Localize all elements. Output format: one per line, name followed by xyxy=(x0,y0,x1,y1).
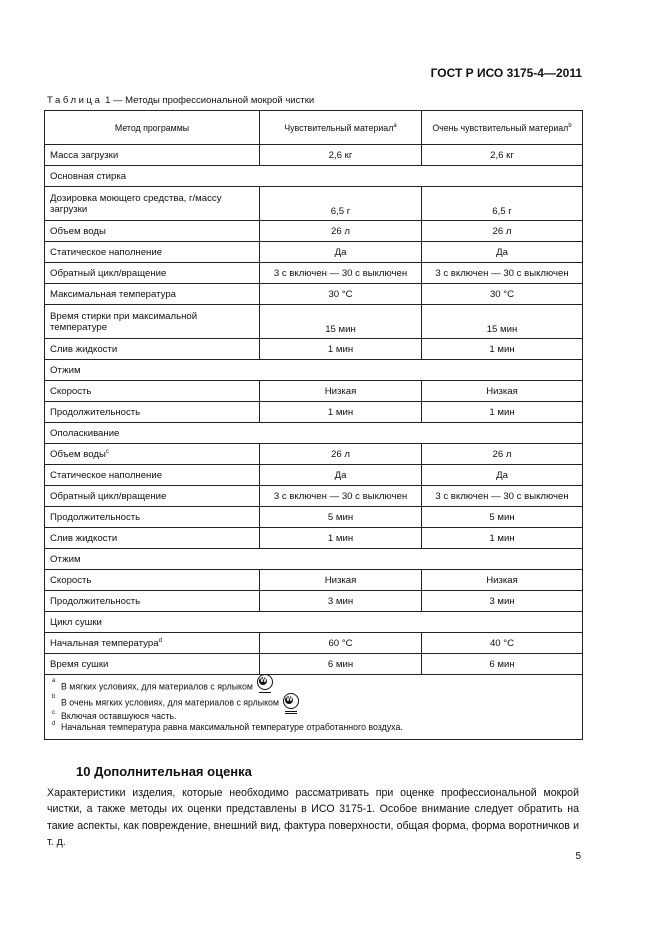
section-label: Отжим xyxy=(45,360,583,381)
section-row xyxy=(45,612,583,633)
value-sensitive: 3 с включен — 30 с выключен xyxy=(260,486,422,507)
value-sensitive: 1 мин xyxy=(260,402,422,423)
table-row xyxy=(45,284,583,305)
table-row xyxy=(45,654,583,675)
section-row xyxy=(45,549,583,570)
col-header-sensitive: Чувствительный материал$^a$ xyxy=(260,111,422,145)
value-very-sensitive: 2,6 кг xyxy=(422,145,583,166)
value-very-sensitive: Да xyxy=(422,465,583,486)
table-row xyxy=(45,444,583,465)
value-very-sensitive: 15 мин xyxy=(422,305,583,339)
footnote-mark: a xyxy=(52,678,56,684)
value-sensitive: 2,6 кг xyxy=(260,145,422,166)
row-label: Дозировка моющего средства, г/массу загрузки xyxy=(45,187,260,221)
value-sensitive: 26 л xyxy=(260,221,422,242)
value-very-sensitive: 1 мин xyxy=(422,528,583,549)
table-row xyxy=(45,242,583,263)
value-sensitive: 6,5 г xyxy=(260,187,422,221)
value-very-sensitive: 6 мин xyxy=(422,654,583,675)
row-label: Обратный цикл/вращение xyxy=(45,263,260,284)
section-label: Основная стирка xyxy=(45,166,583,187)
row-label: Статическое наполнение xyxy=(45,465,260,486)
table-row xyxy=(45,402,583,423)
footnote-mark: c xyxy=(52,710,55,716)
page-number: 5 xyxy=(575,851,581,862)
value-sensitive: 5 мин xyxy=(260,507,422,528)
footnote xyxy=(53,722,576,733)
col-header-very-sensitive: Очень чувствительный материал$^b$ xyxy=(422,111,583,145)
table-row xyxy=(45,507,583,528)
value-sensitive: 6 мин xyxy=(260,654,422,675)
table-row xyxy=(45,528,583,549)
table-row xyxy=(45,381,583,402)
value-sensitive: 3 мин xyxy=(260,591,422,612)
table-row xyxy=(45,305,583,339)
footnotes xyxy=(45,675,583,740)
value-very-sensitive: 5 мин xyxy=(422,507,583,528)
footnote-text: Включая оставшуюся часть. xyxy=(61,711,177,721)
table-row xyxy=(45,633,583,654)
row-label: Обратный цикл/вращение xyxy=(45,486,260,507)
value-very-sensitive: 3 с включен — 30 с выключен xyxy=(422,263,583,284)
row-label: Максимальная температура xyxy=(45,284,260,305)
value-sensitive: 60 °С xyxy=(260,633,422,654)
section-row xyxy=(45,166,583,187)
footnote-mark: a xyxy=(393,122,397,129)
value-very-sensitive: 1 мин xyxy=(422,402,583,423)
footnote-text: Начальная температура равна максимальной температуре отработанного воздуха. xyxy=(61,722,403,732)
section-row xyxy=(45,360,583,381)
wet-clean-gentle-icon: W xyxy=(257,674,273,690)
table-row xyxy=(45,221,583,242)
value-very-sensitive: 1 мин xyxy=(422,339,583,360)
value-sensitive: Да xyxy=(260,465,422,486)
row-label: Время сушки xyxy=(45,654,260,675)
value-sensitive: 3 с включен — 30 с выключен xyxy=(260,263,422,284)
row-label: Начальная температура$^d$ xyxy=(45,633,260,654)
table-row xyxy=(45,591,583,612)
value-sensitive: 26 л xyxy=(260,444,422,465)
wet-clean-very-gentle-icon: W xyxy=(283,693,299,709)
table-body xyxy=(45,111,583,740)
section-label: Цикл сушки xyxy=(45,612,583,633)
value-very-sensitive: Низкая xyxy=(422,381,583,402)
document-id: ГОСТ Р ИСО 3175-4—2011 xyxy=(430,66,582,80)
value-very-sensitive: 3 мин xyxy=(422,591,583,612)
table-caption-prefix: Таблица xyxy=(47,95,103,106)
table-row xyxy=(45,570,583,591)
value-very-sensitive: 26 л xyxy=(422,221,583,242)
footnote xyxy=(52,676,576,695)
value-very-sensitive: Да xyxy=(422,242,583,263)
footnote xyxy=(53,711,576,722)
footnote-mark: c xyxy=(105,448,109,455)
section-label: Отжим xyxy=(45,549,583,570)
table-row xyxy=(45,486,583,507)
section-heading: 10 Дополнительная оценка xyxy=(76,764,252,779)
row-label: Время стирки при максимальной температуре xyxy=(45,305,260,339)
footnote-mark: d xyxy=(52,721,56,727)
value-sensitive: 1 мин xyxy=(260,339,422,360)
value-sensitive: 30 °С xyxy=(260,284,422,305)
value-very-sensitive: 40 °С xyxy=(422,633,583,654)
value-sensitive: 1 мин xyxy=(260,528,422,549)
footnotes-row xyxy=(45,675,583,740)
value-very-sensitive: Низкая xyxy=(422,570,583,591)
table-row xyxy=(45,145,583,166)
value-very-sensitive: 3 с включен — 30 с выключен xyxy=(422,486,583,507)
row-label: Объем воды$^c$ xyxy=(45,444,260,465)
table-row xyxy=(45,339,583,360)
row-label: Масса загрузки xyxy=(45,145,260,166)
value-sensitive: Низкая xyxy=(260,381,422,402)
footnote-mark: d xyxy=(158,637,162,644)
table-row xyxy=(45,465,583,486)
table-header-row xyxy=(45,111,583,145)
value-sensitive: Низкая xyxy=(260,570,422,591)
value-very-sensitive: 26 л xyxy=(422,444,583,465)
row-label: Продолжительность xyxy=(45,402,260,423)
footnote xyxy=(53,695,576,711)
row-label: Объем воды xyxy=(45,221,260,242)
table-caption xyxy=(47,95,314,106)
row-label: Продолжительность xyxy=(45,507,260,528)
wet-cleaning-table xyxy=(44,110,583,740)
section-row xyxy=(45,423,583,444)
value-very-sensitive: 6,5 г xyxy=(422,187,583,221)
row-label: Скорость xyxy=(45,570,260,591)
value-sensitive: Да xyxy=(260,242,422,263)
table-row xyxy=(45,187,583,221)
footnote-mark: b xyxy=(568,122,572,129)
row-label: Скорость xyxy=(45,381,260,402)
table-row xyxy=(45,263,583,284)
row-label: Статическое наполнение xyxy=(45,242,260,263)
footnote-text: В мягких условиях, для материалов с ярлыком xyxy=(61,681,253,692)
value-sensitive: 15 мин xyxy=(260,305,422,339)
row-label: Слив жидкости xyxy=(45,339,260,360)
footnote-text: В очень мягких условиях, для материалов с ярлыком xyxy=(61,697,279,708)
table-caption-text: 1 — Методы профессиональной мокрой чистки xyxy=(102,95,315,106)
col-header-method: Метод программы xyxy=(45,111,260,145)
footnote-mark: b xyxy=(52,694,56,700)
section-label: Ополаскивание xyxy=(45,423,583,444)
value-very-sensitive: 30 °С xyxy=(422,284,583,305)
row-label: Продолжительность xyxy=(45,591,260,612)
row-label: Слив жидкости xyxy=(45,528,260,549)
body-paragraph: Характеристики изделия, которые необходимо рассматривать при оценке профессиональной мокрой чистки, а также методы их оценки представлены в ИСО 3175-1. Особое внимание следует обратить на такие аспекты, как повреждение, внешний вид, фактура поверхности, общая форма, форма воротничков и т. д. xyxy=(47,787,579,848)
